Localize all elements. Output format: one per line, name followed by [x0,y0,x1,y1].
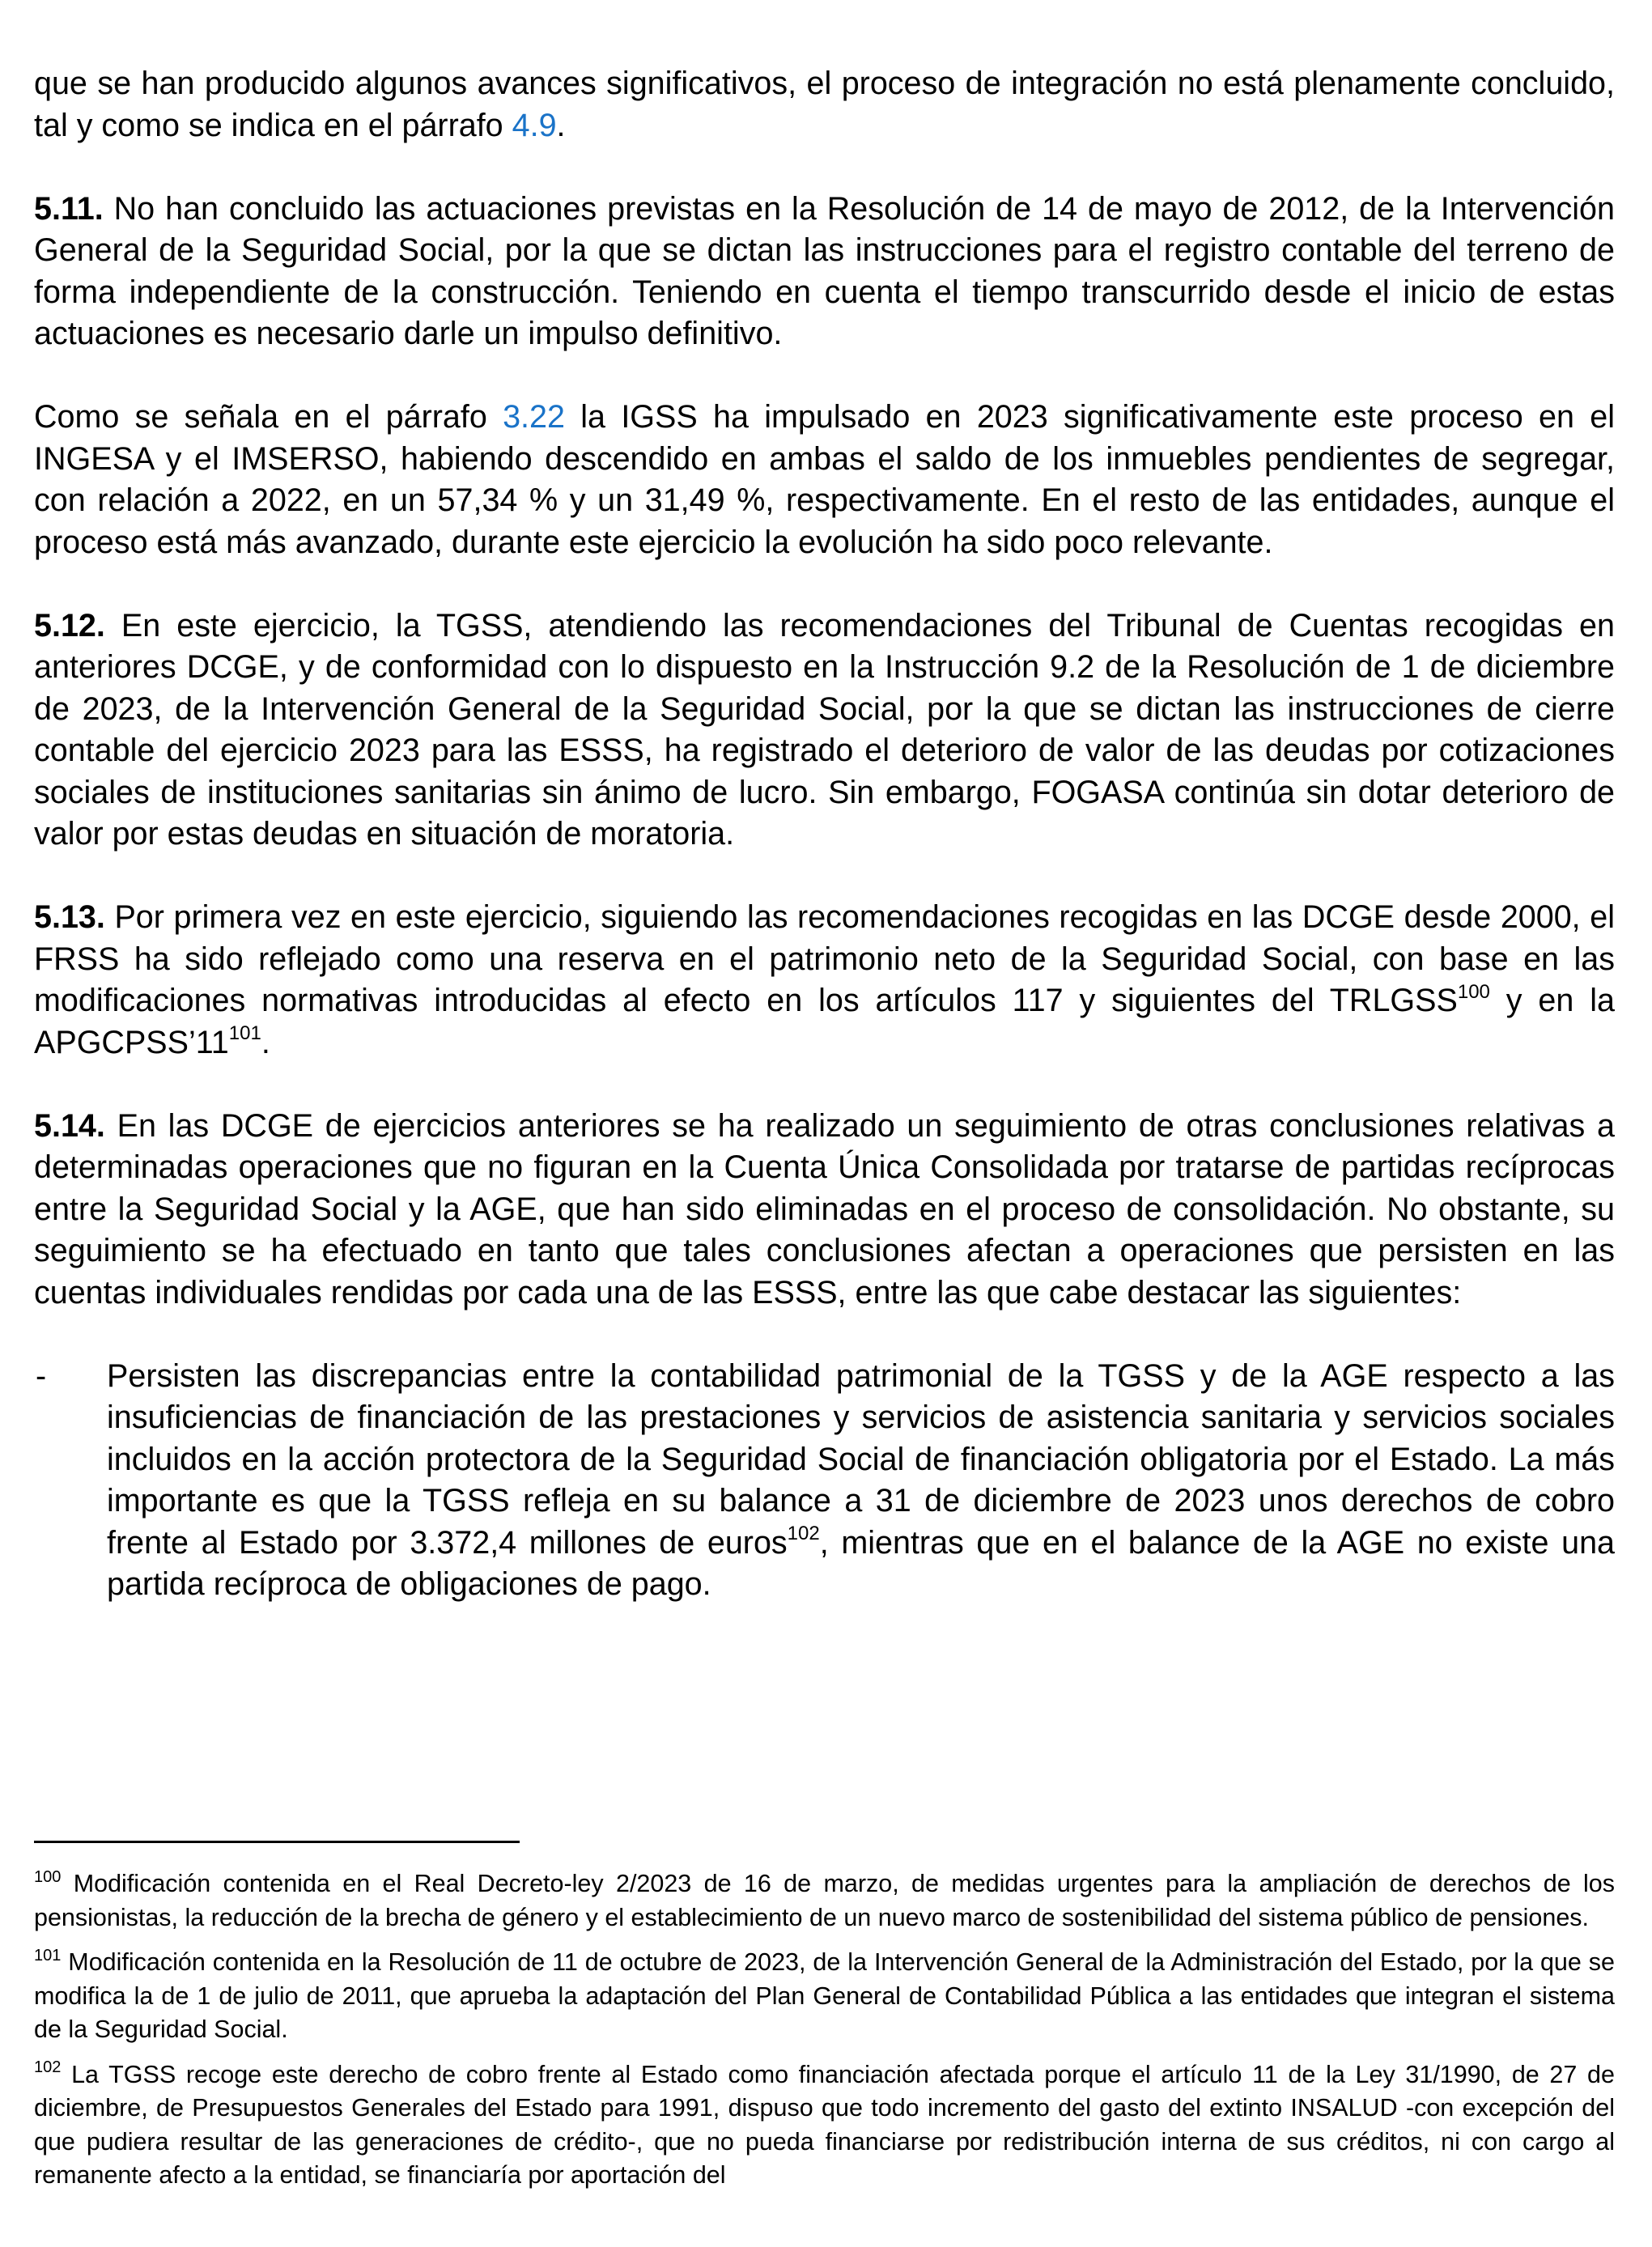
intro-paragraph [34,63,1615,147]
paragraph-link-3-22[interactable]: 3.22 [503,399,565,435]
paragraph-number: 5.14. [34,1107,105,1144]
footnote-ref-100[interactable]: 100 [1457,980,1490,1003]
footnote-number: 101 [34,1946,62,1965]
footnote-number: 102 [34,2058,62,2077]
footnote-100 [34,1867,1615,1935]
paragraph-text: Como se señala en el párrafo [34,399,503,435]
paragraph-text: la IGSS ha impulsado en 2023 significativamente este proceso en el INGESA y el IMSERSO, habiendo descendido en ambas el saldo de los inmuebles pendientes de segregar, con relación a 2022, en un 57,34 % y un 31,49 %, respectivamente. En el resto de las entidades, aunque el proceso está más avanzado, durante este ejercicio la evolución ha sido poco relevante. [34,399,1615,560]
footnote-text: La TGSS recoge este derecho de cobro frente al Estado como financiación afectada porque el artículo 11 de la Ley 31/1990, de 27 de diciembre, de Presupuestos Generales del Estado para 1991, dispuso que todo incremento del gasto del extinto INSALUD -con excepción del que pudiera resultar de las generaciones de crédito-, que no pueda financiarse por redistribución interna de sus créditos, ni con cargo al remanente afecto a la entidad, se financiaría por aportación del [34,2060,1615,2189]
dash-bullet-icon: - [36,1357,47,1394]
paragraph-text: Por primera vez en este ejercicio, siguiendo las recomendaciones recogidas en las DCGE desde 2000, el FRSS ha sido reflejado como una reserva en el patrimonio neto de la Seguridad Social, con base en las modificaciones normativas introducidas al efecto en los artículos 117 y siguientes del TRLGSS [34,899,1615,1018]
paragraph-number: 5.13. [34,899,105,935]
paragraph-5-13 [34,897,1615,1064]
footnotes [34,1841,1615,2204]
paragraph-5-14 [34,1106,1615,1315]
footnote-text: Modificación contenida en el Real Decreto-ley 2/2023 de 16 de marzo, de medidas urgentes para la ampliación de derechos de los pensionistas, la reducción de la brecha de género y el establecimiento de un nuevo marco de sostenibilidad del sistema público de pensiones. [34,1870,1615,1931]
paragraph-text: y en la APGCPSS’11 [34,983,1615,1060]
paragraph-number: 5.12. [34,607,105,644]
paragraph-5-11-continued [34,397,1615,563]
paragraph-number: 5.11. [34,190,104,227]
bullet-text [107,1356,1615,1606]
paragraph-text: En este ejercicio, la TGSS, atendiendo las recomendaciones del Tribunal de Cuentas recogidas en anteriores DCGE, y de conformidad con lo dispuesto en la Instrucción 9.2 de la Resolución de 1 de diciembre de 2023, de la Intervención General de la Seguridad Social, por la que se dictan las instrucciones de cierre contable del ejercicio 2023 para las ESSS, ha registrado el deterioro de valor de las deudas por cotizaciones sociales de instituciones sanitarias sin ánimo de lucro. Sin embargo, FOGASA continúa sin dotar deterioro de valor por estas deudas en situación de moratoria. [34,607,1615,852]
paragraph-text: No han concluido las actuaciones previstas en la Resolución de 14 de mayo de 2012, de la Intervención General de la Seguridad Social, por la que se dictan las instrucciones para el registro contable del terreno de forma independiente de la construcción. Teniendo en cuenta el tiempo transcurrido desde el inicio de estas actuaciones es necesario darle un impulso definitivo. [34,190,1615,351]
paragraph-link-4-9[interactable]: 4.9 [512,107,557,143]
bullet-text-part: , mientras que en el balance de la AGE no existe una partida recíproca de obligaciones de pago. [107,1524,1616,1602]
footnote-ref-101[interactable]: 101 [228,1022,261,1045]
paragraph-5-12 [34,605,1615,856]
paragraph-text: . [261,1024,270,1060]
paragraph-text: En las DCGE de ejercicios anteriores se ha realizado un seguimiento de otras conclusiones relativas a determinadas operaciones que no figuran en la Cuenta Única Consolidada por tratarse de partidas recíprocas entre la Seguridad Social y la AGE, que han sido eliminadas en el proceso de consolidación. No obstante, su seguimiento se ha efectuado en tanto que tales conclusiones afectan a operaciones que persisten en las cuentas individuales rendidas por cada una de las ESSS, entre las que cabe destacar las siguientes: [34,1107,1615,1310]
footnote-separator [34,1841,520,1843]
footnote-number: 100 [34,1867,62,1886]
footnote-ref-102[interactable]: 102 [787,1523,820,1545]
bullet-item [34,1356,1615,1606]
document-body [34,63,1615,1606]
footnote-text: Modificación contenida en la Resolución de 11 de octubre de 2023, de la Intervención General de la Administración del Estado, por la que se modifica la de 1 de julio de 2011, que aprueba la adaptación del Plan General de Contabilidad Pública a las entidades que integran el sistema de la Seguridad Social. [34,1948,1615,2043]
footnote-102 [34,2058,1615,2193]
footnote-101 [34,1946,1615,2047]
bullet-text-part: Persisten las discrepancias entre la contabilidad patrimonial de la TGSS y de la AGE respecto a las insuficiencias de financiación de las prestaciones y servicios de asistencia sanitaria y servicios sociales incluidos en la acción protectora de la Seguridad Social de financiación obligatoria por el Estado. La más importante es que la TGSS refleja en su balance a 31 de diciembre de 2023 unos derechos de cobro frente al Estado por 3.372,4 millones de euros [107,1357,1615,1561]
intro-text-end: . [556,107,566,143]
paragraph-5-11 [34,189,1615,355]
intro-text: que se han producido algunos avances significativos, el proceso de integración no está plenamente concluido, tal y como se indica en el párrafo [34,66,1615,143]
